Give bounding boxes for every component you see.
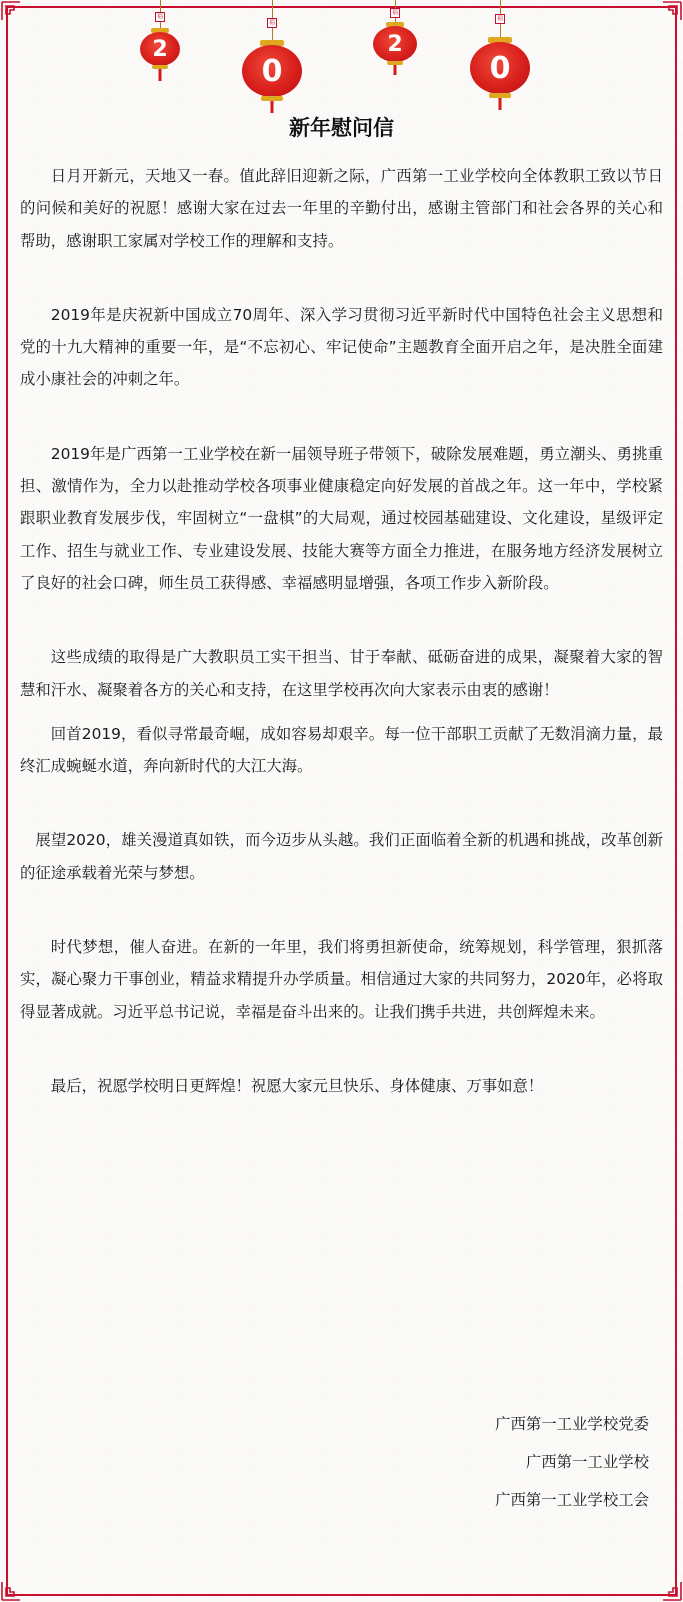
fu-tag: 福 [391,9,398,16]
lantern-digit: 0 [242,45,302,97]
lantern-digit: 2 [140,32,180,66]
fu-tag: 福 [496,15,503,22]
corner-ornament-bottom-left [0,1580,22,1602]
lantern-banner [0,0,683,120]
paragraph: 日月开新元，天地又一春。值此辞旧迎新之际，广西第一工业学校向全体教职工致以节日的问候和美好的祝愿！感谢大家在过去一年里的辛勤付出，感谢主管部门和社会各界的关心和帮助，感谢职工家属对学校工作的理解和支持。 [20,167,663,250]
signature-line: 广西第一工业学校 [525,1453,649,1471]
paragraph: 回首2019，看似寻常最奇崛，成如容易却艰辛。每一位干部职工贡献了无数涓滴力量，最终汇成蜿蜒水道，奔向新时代的大江大海。 [20,724,663,776]
fu-tag: 福 [156,13,163,20]
paragraph: 最后，祝愿学校明日更辉煌！祝愿大家元旦快乐、身体健康、万事如意！ [50,1076,544,1095]
signature-line: 广西第一工业学校工会 [495,1491,649,1509]
paragraph: 2019年是庆祝新中国成立70周年、深入学习贯彻习近平新时代中国特色社会主义思想和党的十九大精神的重要一年，是“不忘初心、牢记使命”主题教育全面开启之年，是决胜全面建成小康社会的冲刺之年。 [20,305,663,389]
paragraph: 时代梦想，催人奋进。在新的一年里，我们将勇担新使命，统筹规划，科学管理，狠抓落实，凝心聚力干事创业，精益求精提升办学质量。相信通过大家的共同努力，2020年，必将取得显著成就。习近平总书记说，幸福是奋斗出来的。让我们携手共进，共创辉煌未来。 [20,938,663,1021]
fu-tag: 福 [268,19,275,26]
letter-title: 新年慰问信 [289,116,394,140]
letter-body [20,160,663,1102]
paragraph: 2019年是广西第一工业学校在新一届领导班子带领下，破除发展难题，勇立潮头、勇挑重担、激情作为，全力以赴推动学校各项事业健康稳定向好发展的首战之年。这一年中，学校紧跟职业教育发展步伐，牢固树立“一盘棋”的大局观，通过校园基础建设、文化建设，星级评定工作、招生与就业工作、专业建设发展、技能大赛等方面全力推进，在服务地方经济发展树立了良好的社会口碑，师生员工获得感、幸福感明显增强，各项工作步入新阶段。 [20,444,663,592]
lantern-digit: 2 [373,26,417,62]
lantern-digit: 0 [470,42,530,94]
signature-block [495,1405,649,1519]
paragraph: 展望2020，雄关漫道真如铁，而今迈步从头越。我们正面临着全新的机遇和挑战，改革创新的征途承载着光荣与梦想。 [20,831,663,882]
paragraph: 这些成绩的取得是广大教职员工实干担当、甘于奉献、砥砺奋进的成果，凝聚着大家的智慧和汗水、凝聚着各方的关心和支持，在这里学校再次向大家表示由衷的感谢！ [20,648,663,699]
signature-line: 广西第一工业学校党委 [495,1415,649,1433]
corner-ornament-bottom-right [661,1580,683,1602]
